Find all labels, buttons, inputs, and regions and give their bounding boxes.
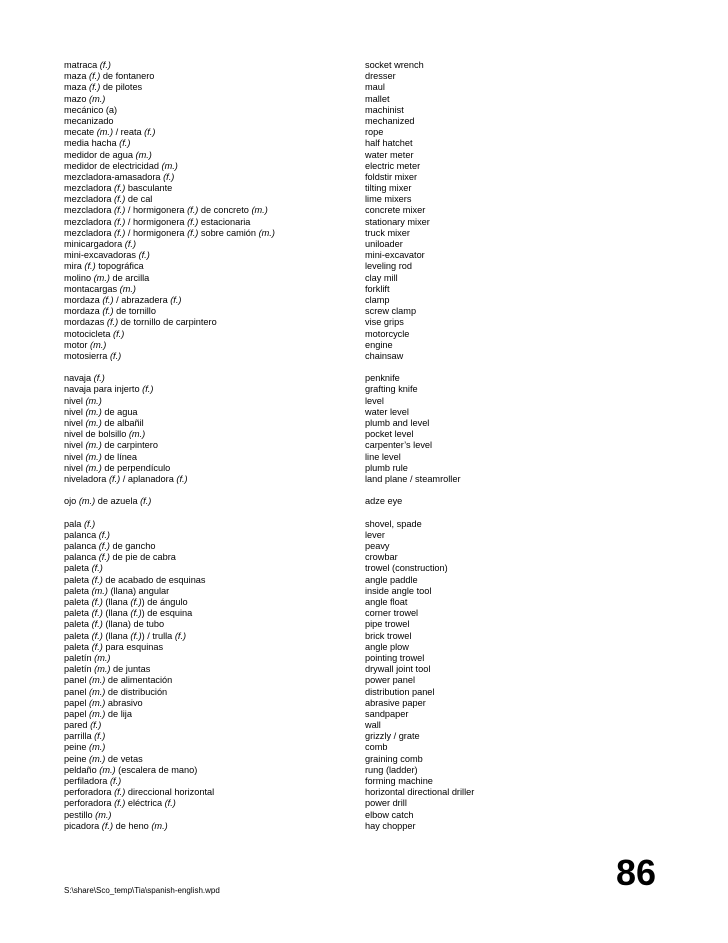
- spanish-term: navaja para injerto (f.): [64, 384, 154, 395]
- english-term: truck mixer: [365, 227, 410, 238]
- glossary-entry: [64, 116, 704, 127]
- english-term: horizontal directional driller: [365, 787, 475, 798]
- spanish-term: mira (f.) topográfica: [64, 261, 144, 272]
- english-term: forklift: [365, 283, 390, 294]
- spanish-term: paleta (f.): [64, 563, 103, 574]
- spanish-term: motocicleta (f.): [64, 328, 125, 339]
- english-term: water meter: [365, 149, 414, 160]
- english-term: forming machine: [365, 776, 433, 786]
- glossary-entry: [64, 429, 704, 440]
- english-term: sandpaper: [365, 708, 409, 719]
- spanish-term: parrilla (f.): [64, 731, 106, 742]
- glossary-entry: [64, 631, 704, 642]
- spanish-term: paleta (f.) (llana) de tubo: [64, 619, 165, 630]
- english-term: hay chopper: [365, 820, 416, 831]
- spanish-term: nivel (m.) de carpintero: [64, 440, 158, 451]
- spanish-term: nivel (m.) de albañil: [64, 418, 144, 428]
- spanish-term: matraca (f.): [64, 60, 111, 70]
- glossary-entry: [64, 552, 704, 563]
- english-term: water level: [365, 406, 409, 417]
- glossary-entry: [64, 765, 704, 776]
- spanish-term: panel (m.) de alimentación: [64, 675, 173, 686]
- english-term: inside angle tool: [365, 585, 432, 596]
- english-term: uniloader: [365, 239, 403, 249]
- spanish-term: nivel (m.) de agua: [64, 406, 138, 417]
- glossary-entry: [64, 742, 704, 753]
- glossary-entry: [64, 105, 704, 116]
- spanish-term: mazo (m.): [64, 93, 106, 104]
- spanish-term: navaja (f.): [64, 373, 105, 384]
- glossary-entry: [64, 731, 704, 742]
- glossary-entry: [64, 194, 704, 205]
- spanish-term: maza (f.) de pilotes: [64, 82, 143, 93]
- english-term: line level: [365, 451, 401, 462]
- glossary-entry: [64, 239, 704, 250]
- spanish-term: peine (m.) de vetas: [64, 753, 143, 764]
- spanish-term: mezcladora (f.) de cal: [64, 194, 153, 205]
- english-term: clamp: [365, 294, 390, 305]
- glossary-entry: [64, 776, 704, 787]
- english-term: chainsaw: [365, 350, 404, 361]
- english-term: level: [365, 395, 384, 406]
- english-term: grizzly / grate: [365, 731, 420, 742]
- english-term: shovel, spade: [365, 518, 422, 529]
- spanish-term: paletín (m.): [64, 652, 111, 663]
- spanish-term: nivel (m.): [64, 395, 102, 406]
- footer-file-path: S:\share\Sco_temp\Tia\spanish-english.wpd: [64, 886, 220, 895]
- spanish-term: paleta (m.) (llana) angular: [64, 585, 170, 596]
- english-term: lime mixers: [365, 194, 412, 205]
- english-term: concrete mixer: [365, 205, 426, 216]
- spanish-term: medidor de electricidad (m.): [64, 160, 178, 171]
- glossary-entry: [64, 709, 704, 720]
- english-term: vise grips: [365, 317, 404, 328]
- english-term: distribution panel: [365, 686, 435, 697]
- glossary-entry: [64, 172, 704, 183]
- glossary-entry: [64, 217, 704, 228]
- english-term: rung (ladder): [365, 764, 418, 775]
- english-term: mini-excavator: [365, 250, 425, 261]
- glossary-entry: [64, 205, 704, 216]
- spanish-term: mezcladora (f.) / hormigonera (f.) de concreto (m.): [64, 205, 268, 216]
- english-term: pipe trowel: [365, 619, 410, 630]
- english-term: penknife: [365, 373, 400, 384]
- glossary-entry: [64, 161, 704, 172]
- spanish-term: perfiladora (f.): [64, 776, 122, 786]
- english-term: stationary mixer: [365, 216, 430, 227]
- glossary-entry: [64, 284, 704, 295]
- english-term: foldstir mixer: [365, 171, 418, 182]
- spanish-term: perforadora (f.) eléctrica (f.): [64, 798, 176, 809]
- english-term: dresser: [365, 71, 396, 82]
- glossary-list: [64, 60, 704, 832]
- english-term: clay mill: [365, 272, 398, 283]
- spanish-term: montacargas (m.): [64, 283, 136, 294]
- glossary-entry: [64, 541, 704, 552]
- spanish-term: mordazas (f.) de tornillo de carpintero: [64, 317, 217, 328]
- english-term: motorcycle: [365, 328, 410, 339]
- glossary-entry: [64, 329, 704, 340]
- glossary-entry: [64, 653, 704, 664]
- glossary-entry: [64, 407, 704, 418]
- spanish-term: mini-excavadoras (f.): [64, 250, 150, 261]
- glossary-entry: [64, 150, 704, 161]
- english-term: brick trowel: [365, 630, 412, 641]
- glossary-entry: [64, 340, 704, 351]
- glossary-entry: [64, 575, 704, 586]
- english-term: mallet: [365, 93, 390, 104]
- spanish-term: pestillo (m.): [64, 809, 112, 820]
- glossary-entry: [64, 474, 704, 485]
- glossary-entry: [64, 94, 704, 105]
- glossary-entry: [64, 608, 704, 619]
- english-term: abrasive paper: [365, 697, 426, 708]
- glossary-entry: [64, 519, 704, 530]
- english-term: angle plow: [365, 641, 409, 652]
- spanish-term: nivel de bolsillo (m.): [64, 429, 146, 440]
- glossary-entry: [64, 687, 704, 698]
- english-term: electric meter: [365, 160, 421, 171]
- english-term: trowel (construction): [365, 563, 448, 574]
- spanish-term: paleta (f.) de acabado de esquinas: [64, 574, 206, 585]
- spanish-term: maza (f.) de fontanero: [64, 71, 155, 82]
- english-term: pocket level: [365, 429, 414, 440]
- english-term: rope: [365, 127, 384, 138]
- spanish-term: mezcladora-amasadora (f.): [64, 171, 175, 182]
- spanish-term: pala (f.): [64, 518, 96, 529]
- glossary-entry: [64, 384, 704, 395]
- glossary-entry: [64, 810, 704, 821]
- english-term: mechanized: [365, 115, 415, 126]
- glossary-entry: [64, 597, 704, 608]
- english-term: carpenter’s level: [365, 440, 433, 451]
- spanish-term: papel (m.) abrasivo: [64, 697, 143, 708]
- english-term: screw clamp: [365, 306, 417, 317]
- spanish-term: picadora (f.) de heno (m.): [64, 820, 168, 831]
- glossary-entry: [64, 642, 704, 653]
- english-term: crowbar: [365, 552, 398, 563]
- english-term: power panel: [365, 675, 416, 686]
- glossary-entry: [64, 787, 704, 798]
- spanish-term: mordaza (f.) de tornillo: [64, 306, 156, 317]
- english-term: plumb and level: [365, 418, 430, 428]
- english-term: tilting mixer: [365, 183, 412, 194]
- glossary-entry: [64, 798, 704, 809]
- glossary-entry: [64, 720, 704, 731]
- glossary-entry: [64, 698, 704, 709]
- spanish-term: perforadora (f.) direccional horizontal: [64, 787, 215, 798]
- english-term: angle paddle: [365, 574, 418, 585]
- spanish-term: mezcladora (f.) / hormigonera (f.) estacionaria: [64, 216, 251, 227]
- spanish-term: minicargadora (f.): [64, 239, 137, 249]
- english-term: comb: [365, 742, 388, 753]
- spanish-term: medidor de agua (m.): [64, 149, 152, 160]
- english-term: corner trowel: [365, 608, 419, 619]
- english-term: engine: [365, 339, 393, 350]
- english-term: wall: [365, 720, 381, 731]
- english-term: machinist: [365, 104, 404, 115]
- english-term: power drill: [365, 798, 407, 809]
- spanish-term: paleta (f.) (llana (f.)) / trulla (f.): [64, 630, 187, 641]
- glossary-entry: [64, 306, 704, 317]
- spanish-term: mecate (m.) / reata (f.): [64, 127, 156, 138]
- glossary-entry: [64, 530, 704, 541]
- glossary-entry: [64, 250, 704, 261]
- glossary-entry: [64, 127, 704, 138]
- spanish-term: mezcladora (f.) / hormigonera (f.) sobre camión (m.): [64, 227, 275, 238]
- spanish-term: motosierra (f.): [64, 350, 122, 361]
- glossary-entry: [64, 563, 704, 574]
- glossary-entry: [64, 675, 704, 686]
- glossary-entry: [64, 586, 704, 597]
- english-term: lever: [365, 529, 385, 540]
- glossary-entry: [64, 183, 704, 194]
- english-term: adze eye: [365, 496, 403, 507]
- english-term: leveling rod: [365, 261, 412, 272]
- glossary-entry: [64, 821, 704, 832]
- english-term: peavy: [365, 541, 390, 552]
- glossary-entry: [64, 317, 704, 328]
- glossary-entry: [64, 754, 704, 765]
- spanish-term: molino (m.) de arcilla: [64, 272, 150, 283]
- spanish-term: niveladora (f.) / aplanadora (f.): [64, 473, 188, 484]
- english-term: angle float: [365, 597, 408, 607]
- spanish-term: mezcladora (f.) basculante: [64, 183, 173, 194]
- spanish-term: pared (f.): [64, 720, 102, 731]
- glossary-entry: [64, 463, 704, 474]
- spanish-term: paleta (f.) (llana (f.)) de esquina: [64, 608, 193, 619]
- spanish-term: peine (m.): [64, 742, 106, 753]
- spanish-term: mecanizado: [64, 115, 114, 126]
- spanish-term: paletín (m.) de juntas: [64, 664, 151, 675]
- spanish-term: motor (m.): [64, 339, 107, 350]
- spanish-term: nivel (m.) de línea: [64, 451, 138, 462]
- glossary-entry: [64, 228, 704, 239]
- spanish-term: papel (m.) de lija: [64, 708, 132, 719]
- english-term: plumb rule: [365, 462, 408, 473]
- spanish-term: paleta (f.) (llana (f.)) de ángulo: [64, 597, 188, 607]
- glossary-entry: [64, 351, 704, 362]
- english-term: drywall joint tool: [365, 664, 431, 675]
- glossary-entry: [64, 440, 704, 451]
- spanish-term: panel (m.) de distribución: [64, 686, 168, 697]
- spanish-term: nivel (m.) de perpendículo: [64, 462, 171, 473]
- english-term: grafting knife: [365, 384, 418, 395]
- spanish-term: paleta (f.) para esquinas: [64, 641, 164, 652]
- glossary-entry: [64, 138, 704, 149]
- glossary-entry: [64, 273, 704, 284]
- spanish-term: mecánico (a): [64, 104, 118, 115]
- glossary-entry: [64, 295, 704, 306]
- english-term: socket wrench: [365, 60, 424, 70]
- spanish-term: peldaño (m.) (escalera de mano): [64, 764, 198, 775]
- spanish-term: media hacha (f.): [64, 138, 131, 149]
- glossary-entry: [64, 82, 704, 93]
- english-term: land plane / steamroller: [365, 473, 461, 484]
- english-term: half hatchet: [365, 138, 413, 149]
- english-term: graining comb: [365, 753, 423, 764]
- glossary-entry: [64, 373, 704, 384]
- glossary-entry: [64, 452, 704, 463]
- glossary-entry: [64, 664, 704, 675]
- spanish-term: palanca (f.): [64, 529, 110, 540]
- english-term: elbow catch: [365, 809, 414, 820]
- spanish-term: palanca (f.) de gancho: [64, 541, 156, 552]
- spanish-term: palanca (f.) de pie de cabra: [64, 552, 176, 563]
- glossary-entry: [64, 261, 704, 272]
- spanish-term: mordaza (f.) / abrazadera (f.): [64, 294, 182, 305]
- english-term: maul: [365, 82, 385, 93]
- spanish-term: ojo (m.) de azuela (f.): [64, 496, 152, 507]
- glossary-entry: [64, 71, 704, 82]
- english-term: pointing trowel: [365, 652, 425, 663]
- glossary-entry: [64, 418, 704, 429]
- glossary-entry: [64, 60, 704, 71]
- glossary-entry: [64, 496, 704, 507]
- glossary-entry: [64, 619, 704, 630]
- glossary-entry: [64, 396, 704, 407]
- page-number: 86: [616, 852, 657, 893]
